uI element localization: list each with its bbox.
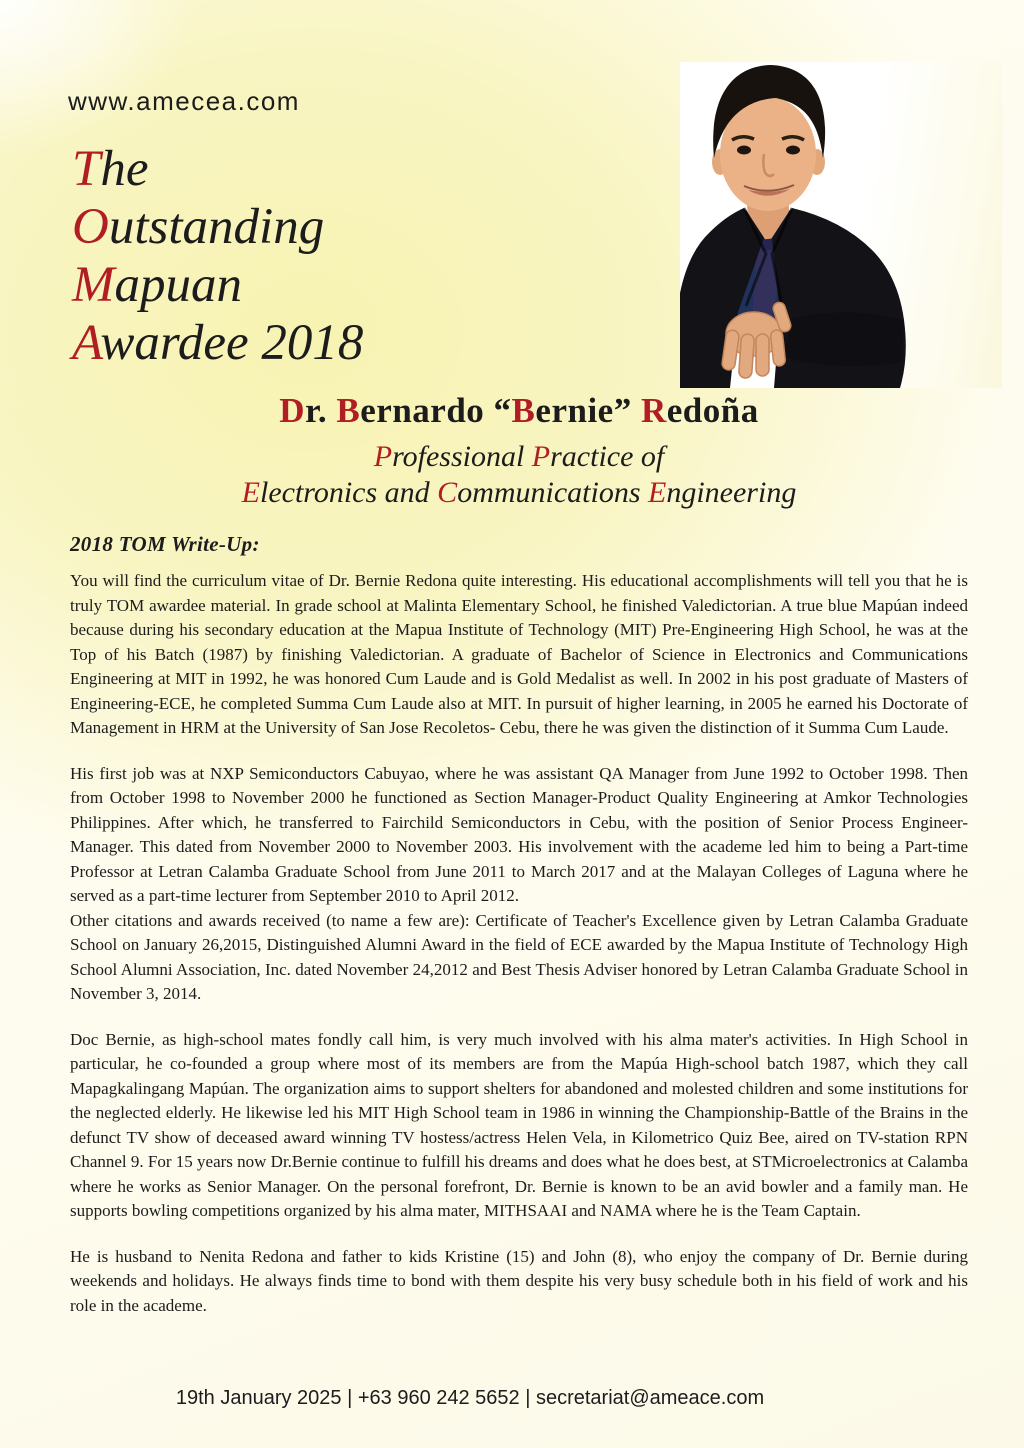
footer-contact: 19th January 2025 | +63 960 242 5652 | secretariat@ameace.com	[175, 1387, 765, 1409]
title-line-mapuan: Mapuan	[72, 257, 242, 313]
writeup-paragraph-2: His first job was at NXP Semiconductors Cabuyao, where he was assistant QA Manager from June 1992 to October 1998. Then from October 1998 to November 2000 he functioned as Section Manager-Product Quality Engineering at Amkor Technologies Philippines. After which, he transferred to Fairchild Semiconductors in Cebu, with the position of Senior Process Engineer-Manager. This dated from November 2000 to November 2003. His involvement with the academe led him to being a Part-time Professor at Letran Calamba Graduate School from June 2011 to March 2017 and at the Malayan Colleges of Laguna where he served as a part-time lecturer from September 2010 to April 2012.	[70, 763, 968, 905]
award-category-line-2: Electronics and Communications Engineering	[241, 476, 797, 509]
writeup-paragraph-1: You will find the curriculum vitae of Dr. Bernie Redona quite interesting. His educational accomplishments will tell you that he is truly TOM awardee material. In grade school at Malinta Elementary School, he finished Valedictorian. A true blue Mapúan indeed because during his secondary education at the Mapua Institute of Technology (MIT) Pre-Engineering High School, he was at the Top of his Batch (1987) by finishing Valedictorian. A graduate of Bachelor of Science in Electronics and Communications Engineering at MIT in 1992, he was honored Cum Laude and is Gold Medalist as well. In 2002 in his post graduate of Masters of Engineering-ECE, he completed Summa Cum Laude also at MIT. In pursuit of higher learning, in 2005 he earned his Doctorate of Management in HRM at the University of San Jose Recoletos- Cebu, there he was given the distinction of it Summa Cum Laude.	[70, 571, 968, 737]
awardee-name: Dr. Bernardo “Bernie” Redoña	[279, 391, 759, 430]
writeup-paragraph-3: Other citations and awards received (to name a few are): Certificate of Teacher's Excellence given by Letran Calamba Graduate School on January 26,2015, Distinguished Alumni Award in the field of ECE awarded by the Mapua Institute of Technology High School Alumni Association, Inc. dated November 24,2012 and Best Thesis Adviser honored by Letran Calamba Graduate School in November 3, 2014.	[70, 910, 968, 1003]
page-title	[72, 140, 363, 372]
writeup-heading: 2018 TOM Write-Up:	[70, 532, 260, 556]
award-category-line-1: Professional Practice of	[373, 440, 665, 473]
title-line-awardee: Awardee 2018	[72, 315, 364, 371]
title-line-the: The	[72, 141, 149, 197]
writeup-paragraph-5: He is husband to Nenita Redona and father to kids Kristine (15) and John (8), who enjoy the company of Dr. Bernie during weekends and holidays. He always finds time to bond with them despite his very busy schedule both in his field of work and his role in the academe.	[70, 1246, 968, 1315]
writeup-paragraph-4: Doc Bernie, as high-school mates fondly call him, is very much involved with his alma mater's activities. In High School in particular, he co-founded a group where most of its members are from the Mapúa High-school batch 1987, which they call Mapagkalingang Mapúan. The organization aims to support shelters for abandoned and molested children and some institutions for the neglected elderly. He likewise led his MIT High School team in 1986 in winning the Championship-Battle of the Brains in the defunct TV show of deceased award winning TV hostess/actress Helen Vela, in Kilometrico Quiz Bee, aired on TV-station RPN Channel 9. For 15 years now Dr.Bernie continue to fulfill his dreams and does what he does best, at STMicroelectronics at Calamba where he works as Senior Manager. On the personal forefront, Dr. Bernie is known to be an avid bowler and a family man. He supports bowling competitions organized by his alma mater, MITHSAAI and NAMA where he is the Team Captain.	[70, 1029, 968, 1220]
writeup-article	[70, 569, 968, 1339]
title-line-outstanding: Outstanding	[72, 199, 325, 255]
portrait-photo	[680, 62, 1002, 388]
website-url: www.amecea.com	[68, 86, 300, 116]
portrait-illustration	[680, 62, 1002, 388]
portrait-suit-jacket	[680, 208, 906, 388]
award-category	[70, 439, 968, 511]
